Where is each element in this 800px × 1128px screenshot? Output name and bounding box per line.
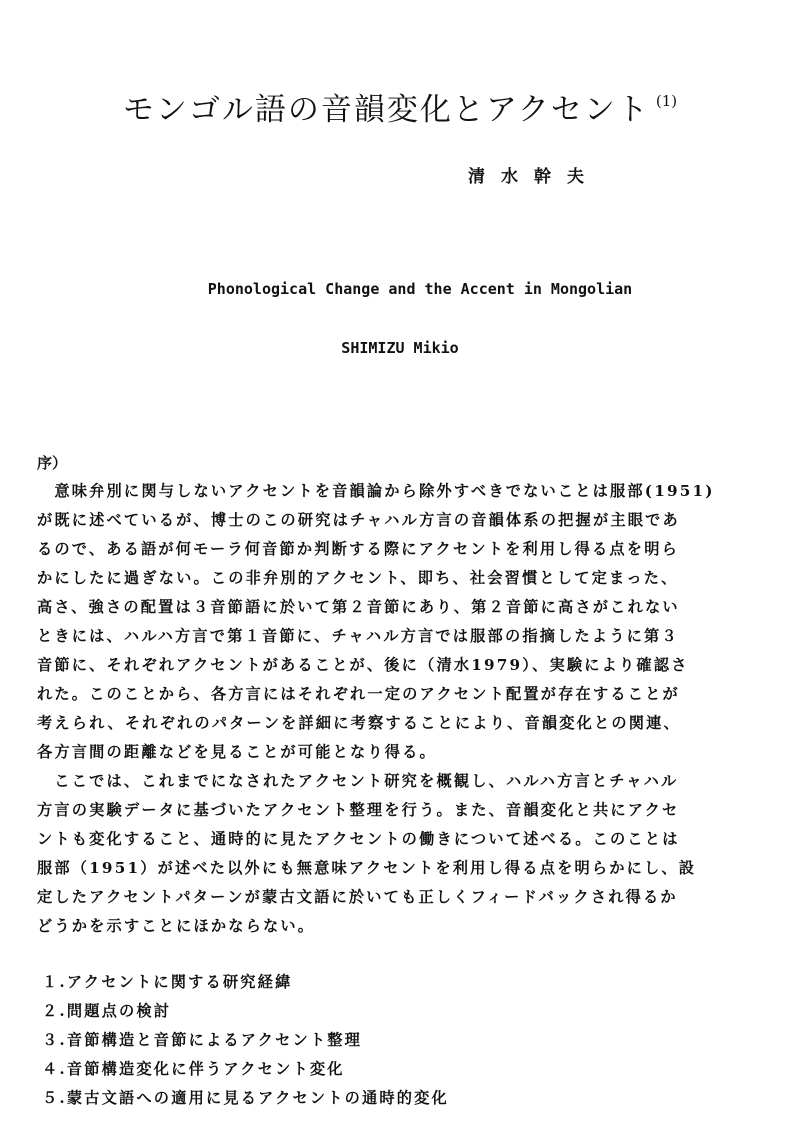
toc-item: ３.音節構造と音節によるアクセント整理 bbox=[42, 1031, 363, 1049]
body-line: 考えられ、それぞれのパターンを詳細に考察することにより、音韻変化との関連、 bbox=[37, 714, 681, 732]
body-line: るので、ある語が何モーラ何音節か判断する際にアクセントを利用し得る点を明ら bbox=[37, 540, 679, 558]
toc-item: ４.音節構造変化に伴うアクセント変化 bbox=[42, 1060, 345, 1078]
body-line: 音節に、それぞれアクセントがあることが、後に（清水1979）、実験により確認さ bbox=[37, 656, 689, 674]
paper-title-text: モンゴル語の音韻変化とアクセント bbox=[122, 92, 650, 128]
body-line: ここでは、これまでになされたアクセント研究を概観し、ハルハ方言とチャハル bbox=[37, 772, 679, 790]
section-heading-preface: 序） bbox=[37, 454, 68, 472]
body-line: 意味弁別に関与しないアクセントを音韻論から除外すべきでないことは服部(1951) bbox=[37, 482, 715, 500]
body-line: ントも変化すること、通時的に見たアクセントの働きについて述べる。このことは bbox=[37, 830, 680, 848]
body-line: れた。このことから、各方言にはそれぞれ一定のアクセント配置が存在することが bbox=[37, 685, 680, 703]
author-name: 清水幹夫 bbox=[468, 167, 600, 187]
toc-item: ５.蒙古文語への適用に見るアクセントの通時的変化 bbox=[42, 1089, 449, 1107]
paper-title bbox=[0, 84, 800, 129]
body-line: 定したアクセントパターンが蒙古文語に於いても正しくフィードバックされ得るか bbox=[37, 888, 678, 906]
toc-item: １.アクセントに関する研究経緯 bbox=[42, 973, 293, 991]
english-title: Phonological Change and the Accent in Mongolian bbox=[207, 280, 633, 298]
body-line: かにしたに過ぎない。この非弁別的アクセント、即ち、社会習慣として定まった、 bbox=[37, 569, 679, 587]
toc-item: ２.問題点の検討 bbox=[42, 1002, 172, 1020]
body-line: 方言の実験データに基づいたアクセント整理を行う。また、音韻変化と共にアクセ bbox=[37, 801, 680, 819]
body-line: どうかを示すことにほかならない。 bbox=[37, 917, 316, 935]
english-author: SHIMIZU Mikio bbox=[341, 339, 459, 357]
body-line: ときには、ハルハ方言で第１音節に、チャハル方言では服部の指摘したように第３ bbox=[37, 627, 679, 645]
title-footnote-marker: (1) bbox=[655, 92, 678, 110]
body-line: 服部（1951）が述べた以外にも無意味アクセントを利用し得る点を明らかにし、設 bbox=[37, 859, 697, 877]
body-line: 各方言間の距離などを見ることが可能となり得る。 bbox=[37, 743, 437, 761]
body-line: 高さ、強さの配置は３音節語に於いて第２音節にあり、第２音節に高さがこれない bbox=[37, 598, 680, 616]
body-line: が既に述べているが、博士のこの研究はチャハル方言の音韻体系の把握が主眼であ bbox=[37, 511, 680, 529]
